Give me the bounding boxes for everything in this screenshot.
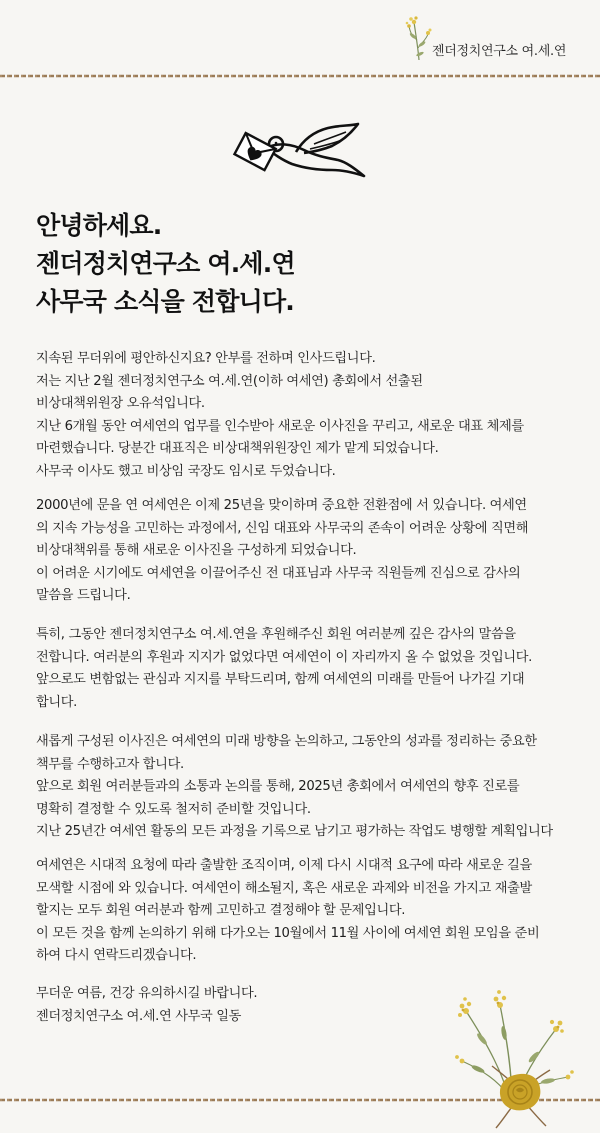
text-line: 앞으로 회원 여러분들과의 소통과 논의를 통해, 2025년 총회에서 여세연의 향후 진로를	[36, 779, 520, 794]
text-line: 책무를 수행하고자 합니다.	[36, 756, 184, 772]
text-line: 저는 지난 2월 젠더정치연구소 여.세.연(이하 여세연) 총회에서 선출된	[36, 373, 423, 389]
text-line: 무더운 여름, 건강 유의하시길 바랍니다.	[36, 986, 258, 1001]
text-line: 이 어려운 시기에도 여세연을 이끌어주신 전 대표님과 사무국 직원들께 진심으로 감사의	[36, 565, 521, 581]
text-line: 하여 다시 연락드리겠습니다.	[36, 948, 197, 963]
text-line: 비상대책위를 통해 새로운 이사진을 구성하게 되었습니다.	[36, 543, 357, 558]
text-line: 특히, 그동안 젠더정치연구소 여.세.연을 후원해주신 회원 여러분께 깊은 감사의 말씀을	[36, 627, 516, 642]
page-title	[36, 207, 295, 321]
text-line: 젠더정치연구소 여.세.연 사무국 일동	[36, 1008, 242, 1024]
text-line: 2000년에 문을 연 여세연은 이제 25년을 맞이하며 중요한 전환점에 서 있습니다. 여세연	[36, 498, 527, 513]
wax-seal-icon	[488, 1060, 552, 1130]
text-line: 지난 6개월 동안 여세연의 업무를 인수받아 새로운 이사진을 꾸리고, 새로운 대표 체제를	[36, 418, 524, 434]
headline-line-1: 안녕하세요.	[36, 211, 162, 240]
headline-line-2: 젠더정치연구소 여.세.연	[36, 249, 295, 278]
text-line: 의 지속 가능성을 고민하는 과정에서, 신임 대표와 사무국의 존속이 어려운 상황에 직면해	[36, 520, 529, 536]
text-line: 비상대책위원장 오유석입니다.	[36, 396, 205, 411]
text-line: 말씀을 드립니다.	[36, 588, 131, 603]
paragraph-turning-point	[36, 495, 576, 608]
paragraph-new-board	[36, 731, 576, 844]
rope-divider-top	[0, 73, 600, 79]
text-line: 할지는 모두 회원 여러분과 함께 고민하고 결정해야 할 문제입니다.	[36, 903, 406, 918]
headline-line-3: 사무국 소식을 전합니다.	[36, 287, 295, 316]
dove-with-heart-letter-icon	[232, 122, 372, 184]
text-line: 이 모든 것을 함께 논의하기 위해 다가오는 10월에서 11월 사이에 여세연 회원 모임을 준비	[36, 925, 540, 941]
text-line: 마련했습니다. 당분간 대표직은 비상대책위원장인 제가 맡게 되었습니다.	[36, 441, 439, 456]
text-line: 여세연은 시대적 요청에 따라 출발한 조직이며, 이제 다시 시대적 요구에 따라 새로운 길을	[36, 858, 532, 873]
text-line: 모색할 시점에 와 있습니다. 여세연이 해소될지, 혹은 새로운 과제와 비전을 가지고 재출발	[36, 880, 532, 896]
text-line: 합니다.	[36, 694, 78, 710]
paragraph-future	[36, 855, 576, 968]
text-line: 지속된 무더위에 평안하신지요? 안부를 전하며 인사드립니다.	[36, 351, 376, 366]
wildflower-sprig-icon	[404, 14, 434, 62]
brand-name: 젠더정치연구소 여.세.연	[432, 44, 567, 59]
paragraph-thanks	[36, 624, 576, 714]
text-line: 앞으로도 변함없는 관심과 지지를 부탁드리며, 함께 여세연의 미래를 만들어 나가길 기대	[36, 672, 525, 687]
text-line: 사무국 이사도 했고 비상임 국장도 임시로 두었습니다.	[36, 463, 336, 479]
paragraph-greeting	[36, 348, 576, 483]
text-line: 명확히 결정할 수 있도록 철저히 준비할 것입니다.	[36, 801, 311, 817]
text-line: 지난 25년간 여세연 활동의 모든 과정을 기록으로 남기고 평가하는 작업도 병행할 계획입니다	[36, 824, 553, 839]
text-line: 전합니다. 여러분의 후원과 지지가 없었다면 여세연이 이 자리까지 올 수 없었을 것입니다.	[36, 649, 532, 665]
text-line: 새롭게 구성된 이사진은 여세연의 미래 방향을 논의하고, 그동안의 성과를 정리하는 중요한	[36, 734, 537, 749]
